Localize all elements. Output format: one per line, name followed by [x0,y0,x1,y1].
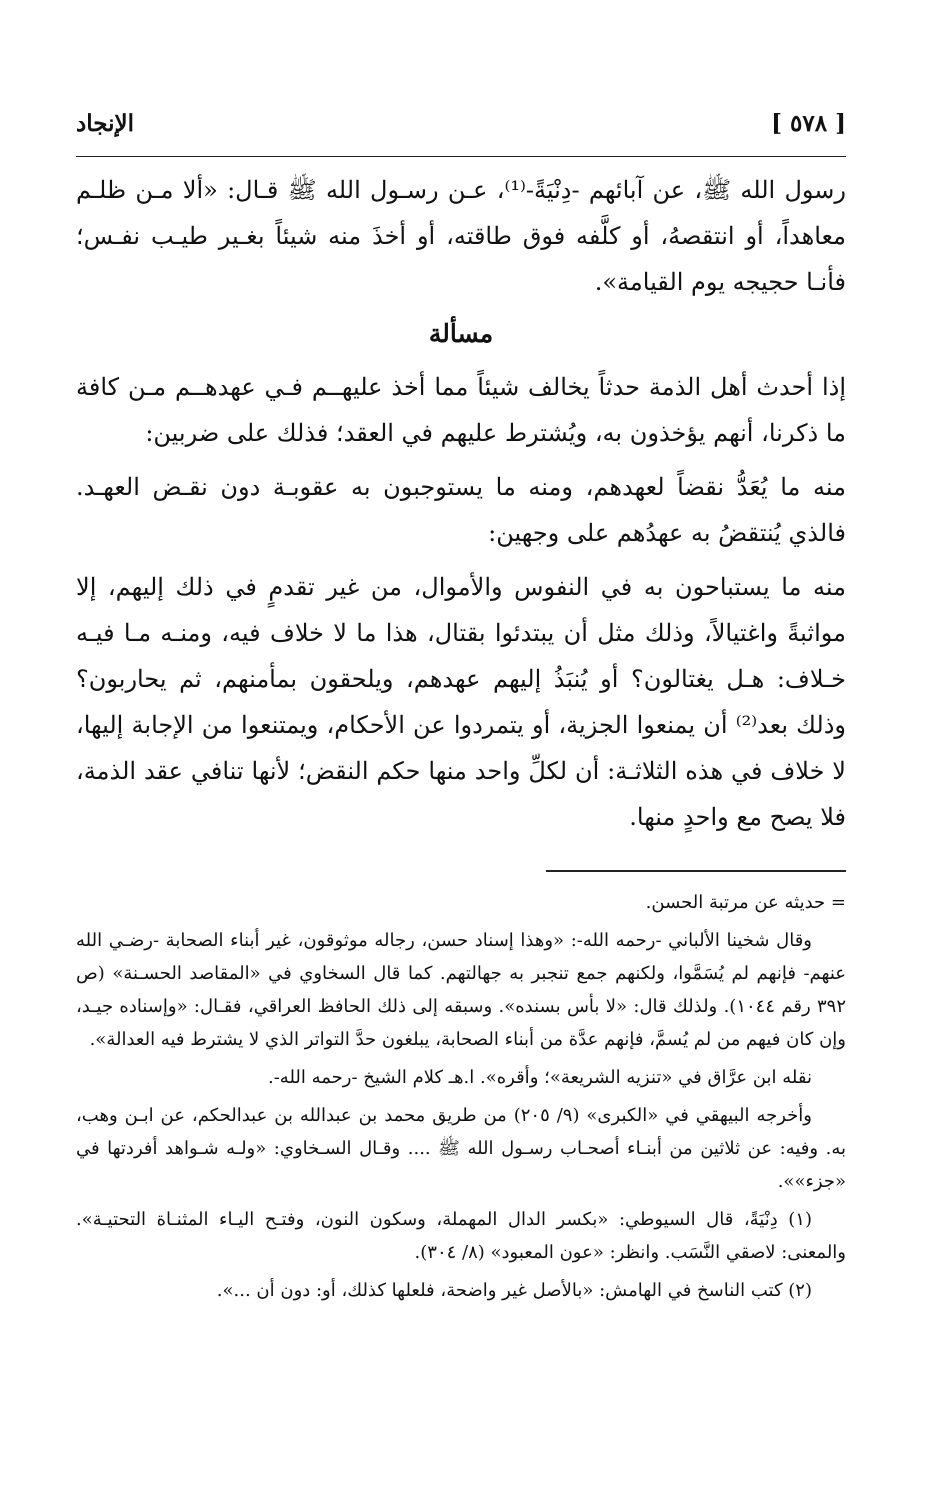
page-header [76,96,846,157]
footnotes [76,886,846,1307]
book-page [76,96,846,1307]
paragraph-details: منه ما يستباحون به في النفوس والأموال، من غير تقدمٍ في ذلك إليهم، إلا مواثبةً واغتيالاً، وذلك مثل أن يبتدئوا بقتال، هذا ما لا خلاف فيه، ومنـه مـا فيـه خـلاف: هـل يغتالون؟ أو يُنبَذُ إليهم عهدهم، ويلحقون بمأمنهم، ثم يحاربون؟ وذلك بعد⁽²⁾ أن يمنعوا الجزية، أو يتمردوا عن الأحكام، ويمتنعوا من الإجابة إليها، لا خلاف في هذه الثلاثـة: أن لكلِّ واحد منها حكم النقض؛ لأنها تنافي عقد الذمة، فلا يصح مع واحدٍ منها. [76,573,847,831]
footnote-ibn-arraq: نقله ابن عرَّاق في «تنزيه الشريعة»؛ وأقره». ا.هـ كلام الشيخ -رحمه الله-. [267,1067,812,1088]
running-title: الإنجاد [76,110,135,137]
footnote-separator [546,870,846,872]
footnote-albani: وقال شخينا الألباني -رحمه الله-: «وهذا إسناد حسن، رجاله موثوقون، غير أبناء الصحابة -رضـي الله عنهم- فإنهم لم يُسَمَّوا، ولكنهم جمع تنجبر به جهالتهم. كما قال السخاوي في «المقاصد الحسـنة» (ص ٣٩٢ رقم ١٠٤٤). ولذلك قال: «لا بأس بسنده». وسبقه إلى ذلك الحافظ العراقي، فقـال: «وإسناده جيـد، وإن كان فيهم من لم يُسمَّ، فإنهم عدَّة من أبناء الصحابة، يبلغون حدَّ التواتر الذي لا يشترط فيه العدالة». [76,930,846,1050]
main-text [76,167,846,840]
footnote-1: (١) دِنْيَةً، قال السيوطي: «بكسر الدال المهملة، وسكون النون، وفتـح اليـاء المثنـاة التحتيـة». والمعنى: لاصقي النَّسَب. وانظر: «عون المعبود» (٨/ ٣٠٤). [76,1209,846,1263]
paragraph-hadith: رسول الله ﷺ، عن آبائهم -دِنْيَةً-⁽¹⁾، عـن رسـول الله ﷺ قـال: «ألا مـن ظلـم معاهداً، أو انتقصهُ، أو كلَّفه فوق طاقته، أو أخذَ منه شيئاً بغـير طيـب نفـس؛ فأنـا حجيجه يوم القيامة». [76,176,847,296]
footnote-continuation: = حديثه عن مرتبة الحسن. [645,892,846,913]
section-heading: مسألة [428,319,494,348]
paragraph-intro: إذا أحدث أهل الذمة حدثاً يخالف شيئاً مما أخذ عليهــم فـي عهدهــم مـن كافة ما ذكرنا، أنهم يؤخذون به، ويُشترط عليهم في العقد؛ فذلك على ضربين: [76,373,846,447]
paragraph-types: منه ما يُعَدُّ نقضاً لعهدهم، ومنه ما يستوجبون به عقوبـة دون نقـض العهـد. فالذي يُنتقضُ به عهدُهم على وجهين: [76,473,846,547]
page-number: [ ٥٧٨ ] [771,110,846,137]
footnote-2: (٢) كتب الناسخ في الهامش: «بالأصل غير واضحة، فلعلها كذلك، أو: دون أن ...». [216,1280,812,1301]
footnote-bayhaqi: وأخرجه البيهقي في «الكبرى» (٩/ ٢٠٥) من طريق محمد بن عبدالله بن عبدالحكم، عن ابـن وهب، به. وفيه: عن ثلاثين من أبنـاء أصحـاب رسـول الله ﷺ .... وقـال السـخاوي: «ولـه شـواهد أفردتها في «جزء»». [76,1105,846,1192]
